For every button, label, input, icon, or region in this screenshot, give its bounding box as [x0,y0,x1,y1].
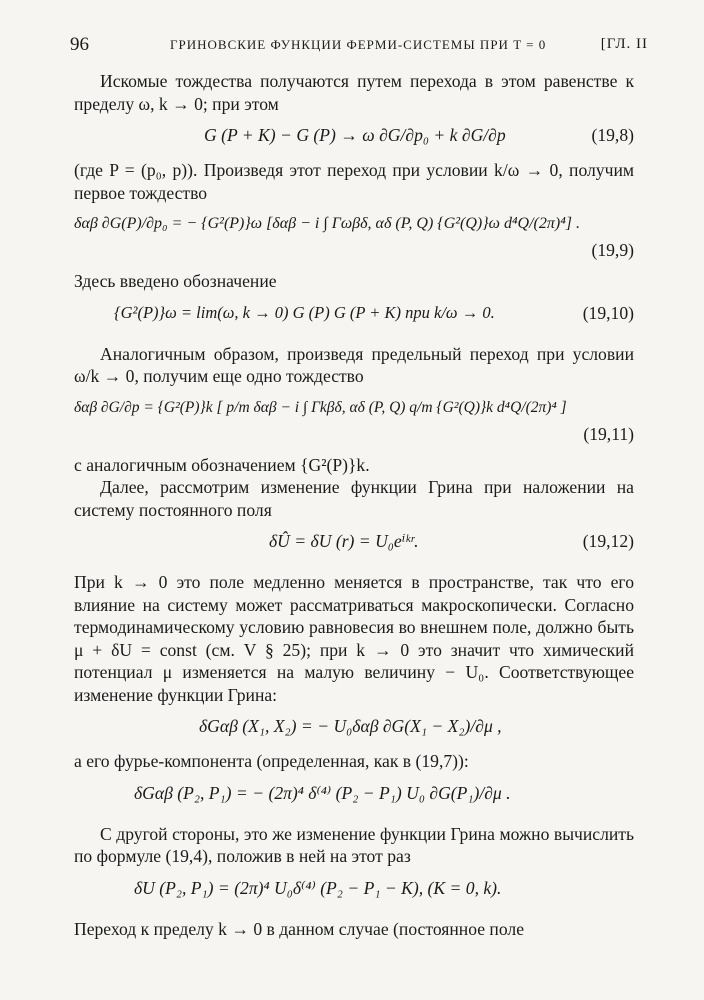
paragraph-5: с аналогичным обозначением {G²(P)}k. [74,454,370,475]
running-header [70,34,648,58]
page-number: 96 [70,34,89,55]
equation-19-10-number: (19,10) [582,302,634,323]
equation-19-12 [74,530,634,556]
equation-19-11-number: (19,11) [583,423,634,444]
paragraph-8: а его фурье-компонента (определенная, как в (19,7)): [74,751,469,771]
equation-potential-variation [74,877,634,903]
paragraph-4: Аналогичным образом, произведя предельный переход при условии ω/k → 0, получим еще одно тождество [74,343,634,386]
equation-19-9-formula: δαβ ∂G(P)/∂p₀ = − {G²(P)}ω [δαβ − i ∫ Γωβδ, αδ (P, Q) {G²(Q)}ω d⁴Q/(2π)⁴] . [74,215,580,232]
equation-19-8-number: (19,8) [591,125,634,145]
equation-19-11 [74,397,634,445]
equation-fourier-component-formula: δGαβ (P₂, P₁) = − (2π)⁴ δ⁽⁴⁾ (P₂ − P₁) U₀ ∂G(P₁)/∂μ . [134,782,511,803]
paragraph-7: При k → 0 это поле медленно меняется в пространстве, так что его влияние на систему может рассматриваться макроскопически. Согласно термодинамическому условию равновесия во внешнем поле, должно быть μ + δU = const (см. V § 25); при k → 0 это значит что химический потенциал μ изменяется на малую величину − U₀. Соответствующее изменение функции Грина: [74,572,634,705]
equation-green-variation [74,715,634,741]
equation-19-9 [74,213,634,261]
paragraph-2: (где P = (p₀, p)). Произведя этот переход при условии k/ω → 0, получим первое тождество [74,160,634,203]
paragraph-3: Здесь введено обозначение [74,271,277,291]
chapter-marker: [ГЛ. II [600,36,648,52]
equation-19-10 [74,302,634,328]
equation-19-12-formula: δÛ = δU (r) = U₀eⁱᵏʳ. [269,531,419,551]
equation-19-12-number: (19,12) [582,531,634,551]
page-body [74,70,634,940]
equation-19-9-number: (19,9) [591,240,634,260]
equation-green-variation-formula: δGαβ (X₁, X₂) = − U₀δαβ ∂G(X₁ − X₂)/∂μ , [199,716,502,736]
equation-potential-variation-formula: δU (P₂, P₁) = (2π)⁴ U₀δ⁽⁴⁾ (P₂ − P₁ − K), (K = 0, k). [134,877,502,898]
equation-19-8-formula: G (P + K) − G (P) → ω ∂G/∂p₀ + k ∂G/∂p [204,125,506,145]
paragraph-1: Искомые тождества получаются путем перехода в этом равенстве к пределу ω, k → 0; при этом [74,71,634,114]
equation-fourier-component [74,782,634,808]
paragraph-10: Переход к пределу k → 0 в данном случае (постоянное поле [74,918,524,939]
paragraph-9: С другой стороны, это же изменение функции Грина можно вычислить по формуле (19,4), положив в ней на этот раз [74,823,634,866]
equation-19-8 [74,124,634,150]
paragraph-6: Далее, рассмотрим изменение функции Грина при наложении на систему постоянного поля [74,477,634,520]
equation-19-11-formula: δαβ ∂G/∂p = {G²(P)}k [ p/m δαβ − i ∫ Γkβδ, αδ (P, Q) q/m {G²(Q)}k d⁴Q/(2π)⁴ ] [74,398,567,416]
running-title: ГРИНОВСКИЕ ФУНКЦИИ ФЕРМИ-СИСТЕМЫ ПРИ T = 0 [170,37,547,52]
equation-19-10-formula: {G²(P)}ω = lim(ω, k → 0) G (P) G (P + K) при k/ω → 0. [114,302,495,322]
